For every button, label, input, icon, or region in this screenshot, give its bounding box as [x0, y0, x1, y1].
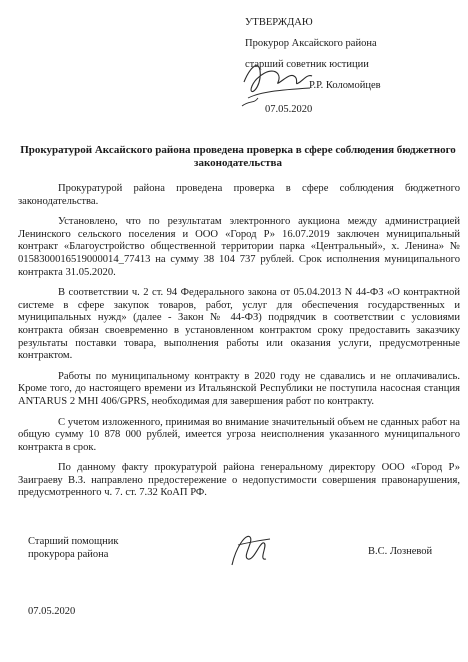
assistant-signature	[226, 527, 274, 573]
approval-name: Р.Р. Коломойцев	[309, 80, 381, 91]
paragraph-1: Прокуратурой района проведена проверка в сфере соблюдения бюджетного законодательства.	[18, 183, 460, 207]
paragraph-5: С учетом изложенного, принимая во внимание значительный объем не сданных работ на общую сумму 10 878 000 рублей, имеется угроза неисполнения указанного муниципального контракта в срок.	[18, 416, 460, 453]
document-title: Прокуратурой Аксайского района проведена проверка в сфере соблюдения бюджетного законодательства	[20, 144, 456, 169]
paragraph-6: По данному факту прокуратурой района генеральному директору ООО «Город Р» Заиграеву В.З. направлено предостережение о недопустимости совершения правонарушения, предусмотренного ч. 7. ст. 7.32 КоАП РФ.	[18, 462, 460, 499]
approval-position: Прокурор Аксайского района	[245, 38, 377, 49]
footer-date: 07.05.2020	[28, 606, 76, 617]
paragraph-4: Работы по муниципальному контракту в 2020 году не сдавались и не оплачивались. Кроме того, до настоящего времени из Итальянской Республики не поступила насосная станция ANTARUS 2 MHI 406/GPRS, необходимая для завершения работ по контракту.	[18, 370, 460, 407]
approval-heading: УТВЕРЖДАЮ	[245, 17, 313, 28]
approval-rank: старший советник юстиции	[245, 59, 369, 70]
paragraph-2: Установлено, что по результатам электронного аукциона между администрацией Ленинского сельского поселения и ООО «Город Р» 16.07.2019 заключен муниципальный контракт «Благоустройство общественной территории парка «Центральный», х. Ленина» № 0158300016519000014_77413 на сумму 38 104 737 рублей. Срок исполнения муниципального контракта 31.05.2020.	[18, 216, 460, 278]
document-body	[18, 183, 460, 508]
signer-position	[28, 535, 118, 561]
signer-position-line-1: Старший помощник	[28, 536, 119, 547]
signer-name: В.С. Лозневой	[368, 546, 433, 557]
approval-date: 07.05.2020	[265, 104, 313, 115]
signer-position-line-2: прокурора района	[28, 549, 109, 560]
prosecutor-signature	[238, 52, 318, 112]
paragraph-3: В соответствии ч. 2 ст. 94 Федерального закона от 05.04.2013 N 44-ФЗ «О контрактной системе в сфере закупок товаров, работ, услуг для обеспечения государственных и муниципальных нужд» (далее - Закон № 44-ФЗ) подрядчик в соответствии с условиями контракта обязан своевременно в установленном контрактом сроку предоставить заказчику результаты поставки товара, выполнения работы или оказания услуги, предусмотренные контрактом.	[18, 287, 460, 362]
